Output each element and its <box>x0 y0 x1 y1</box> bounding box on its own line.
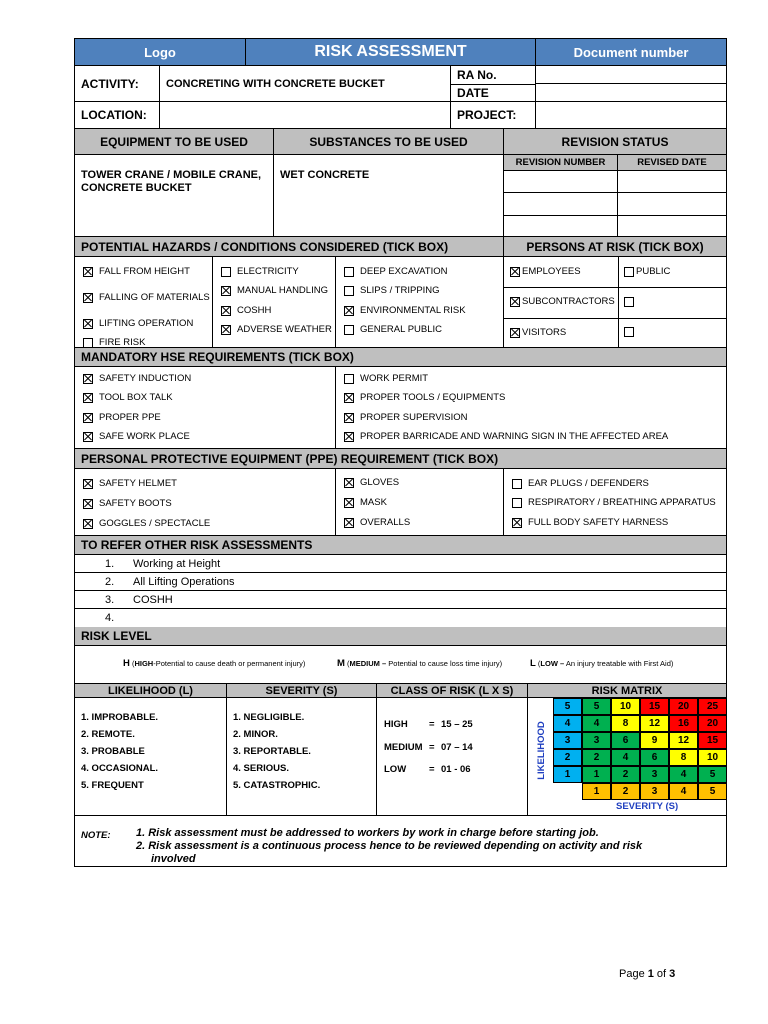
ra-date-labels <box>451 66 536 101</box>
checked-box-icon[interactable] <box>344 393 354 403</box>
revision-table <box>504 155 726 236</box>
ppe-col-2 <box>336 469 504 535</box>
risk-level-h-bold: HIGH <box>134 659 154 668</box>
severity-item: 1. NEGLIGIBLE. <box>233 712 305 723</box>
risk-level-header: RISK LEVEL <box>75 627 726 645</box>
severity-header: SEVERITY (S) <box>227 684 377 697</box>
risk-level-m-bold: MEDIUM – <box>349 659 387 668</box>
risk-level-header-row <box>75 627 726 646</box>
checkbox-label: SAFETY INDUCTION <box>99 373 192 384</box>
persons-divider <box>504 287 726 288</box>
class-list <box>377 698 528 815</box>
document-number: Document number <box>536 39 726 65</box>
unchecked-box-icon[interactable] <box>624 327 634 337</box>
form-title: RISK ASSESSMENT <box>246 39 536 65</box>
ra-number-field[interactable] <box>536 66 726 84</box>
risk-level-h-desc: -Potential to cause death or permanent injury) <box>153 659 306 668</box>
checkbox-item[interactable] <box>512 517 668 528</box>
severity-item: 4. SERIOUS. <box>233 763 289 774</box>
hse-col-left <box>75 367 336 448</box>
checkbox-label: SAFETY HELMET <box>99 478 177 489</box>
risk-class-range: 01 - 06 <box>441 764 471 775</box>
matrix-likelihood-axis <box>533 710 549 790</box>
risk-class-equals: = <box>429 719 435 730</box>
risk-level-l-bold: LOW – <box>540 659 565 668</box>
checkbox-item[interactable] <box>83 431 190 442</box>
persons-checkbox-item[interactable] <box>624 327 636 337</box>
hse-col-right <box>336 367 726 448</box>
location-field[interactable] <box>160 102 451 128</box>
matrix-likelihood-cell: 5 <box>553 698 582 715</box>
equipment-body-row <box>75 155 726 237</box>
class-header: CLASS OF RISK (L X S) <box>377 684 528 697</box>
checkbox-item[interactable] <box>344 497 387 508</box>
checked-box-icon[interactable] <box>83 499 93 509</box>
matrix-likelihood-cell: 3 <box>553 732 582 749</box>
revised-date-header: REVISED DATE <box>637 157 707 168</box>
page-footer <box>619 968 675 980</box>
unchecked-box-icon[interactable] <box>221 267 231 277</box>
checked-box-icon[interactable] <box>221 306 231 316</box>
checked-box-icon[interactable] <box>344 413 354 423</box>
ra-date-values <box>536 66 726 101</box>
matrix-cell: 8 <box>611 715 640 732</box>
checked-box-icon[interactable] <box>344 478 354 488</box>
date-label: DATE <box>457 86 489 100</box>
matrix-cell: 20 <box>669 698 698 715</box>
refer-number: 1. <box>105 557 115 570</box>
checked-box-icon[interactable] <box>510 297 520 307</box>
refer-text: COSHH <box>133 593 173 606</box>
checkbox-item[interactable] <box>344 517 410 528</box>
matrix-cell: 4 <box>582 715 611 732</box>
revision-row <box>504 193 726 216</box>
checkbox-label: MANUAL HANDLING <box>237 285 328 296</box>
checkbox-label: ENVIRONMENTAL RISK <box>360 305 466 316</box>
hazards-header-row <box>75 237 726 257</box>
hazards-header: POTENTIAL HAZARDS / CONDITIONS CONSIDERED (TICK BOX) <box>75 237 504 256</box>
refer-number: 3. <box>105 593 115 606</box>
persons-checkbox-item[interactable] <box>510 266 581 277</box>
checkbox-item[interactable] <box>221 324 332 335</box>
activity-label: ACTIVITY: <box>75 66 160 101</box>
checkbox-label: DEEP EXCAVATION <box>360 266 448 277</box>
persons-checkbox-item[interactable] <box>624 297 636 307</box>
unchecked-box-icon[interactable] <box>344 374 354 384</box>
checked-box-icon[interactable] <box>510 267 520 277</box>
checked-box-icon[interactable] <box>83 519 93 529</box>
project-label: PROJECT: <box>451 102 536 128</box>
matrix-cell: 20 <box>698 715 727 732</box>
page-prefix: Page <box>619 968 648 980</box>
checkbox-label: OVERALLS <box>360 517 411 528</box>
checkbox-label: PROPER TOOLS / EQUIPMENTS <box>360 392 506 403</box>
revision-date-cell[interactable] <box>618 171 726 192</box>
equipment-value[interactable]: TOWER CRANE / MOBILE CRANE, CONCRETE BUCKET <box>75 155 274 236</box>
hse-header-row <box>75 348 726 367</box>
refer-list <box>75 555 726 627</box>
matrix-cell: 2 <box>611 766 640 783</box>
page-of: of <box>653 968 670 980</box>
form-header <box>75 39 726 66</box>
likelihood-item: 1. IMPROBABLE. <box>81 712 159 723</box>
unchecked-box-icon[interactable] <box>344 325 354 335</box>
note-line-1: 1. Risk assessment must be addressed to workers by work in charge before starting job. <box>136 827 599 839</box>
checked-box-icon[interactable] <box>510 328 520 338</box>
persons-col <box>504 257 726 347</box>
matrix-cell: 15 <box>640 698 669 715</box>
checkbox-item[interactable] <box>221 266 299 277</box>
ppe-header: PERSONAL PROTECTIVE EQUIPMENT (PPE) REQUIREMENT (TICK BOX) <box>75 449 726 468</box>
checkbox-label: SUBCONTRACTORS <box>522 296 615 307</box>
revision-cell[interactable] <box>504 216 618 236</box>
equipment-header: EQUIPMENT TO BE USED <box>75 129 274 154</box>
checkbox-item[interactable] <box>344 305 466 316</box>
location-row <box>75 102 726 129</box>
risk-class-name: HIGH <box>384 719 408 730</box>
matrix-severity-cell: 2 <box>611 783 640 800</box>
likelihood-item: 4. OCCASIONAL. <box>81 763 159 774</box>
matrix-cell: 25 <box>698 698 727 715</box>
risk-level-l-desc: An injury treatable with First Aid) <box>564 659 674 668</box>
risk-level-h: H <box>123 658 130 669</box>
bottom-header-row <box>75 684 726 698</box>
risk-assessment-form <box>74 38 727 867</box>
note-line-3: involved <box>151 853 196 865</box>
unchecked-box-icon[interactable] <box>624 267 634 277</box>
checked-box-icon[interactable] <box>83 413 93 423</box>
risk-level-m: M <box>337 658 345 669</box>
matrix-severity-cell: 1 <box>582 783 611 800</box>
severity-list <box>227 698 377 815</box>
ppe-col-3 <box>504 469 726 535</box>
revision-header: REVISION STATUS <box>504 129 726 154</box>
likelihood-item: 2. REMOTE. <box>81 729 135 740</box>
risk-class-equals: = <box>429 742 435 753</box>
hazards-body-row <box>75 257 726 348</box>
checkbox-label: WORK PERMIT <box>360 373 429 384</box>
ra-number-label: RA No. <box>451 66 535 85</box>
checked-box-icon[interactable] <box>83 393 93 403</box>
checked-box-icon[interactable] <box>83 293 93 303</box>
refer-number: 4. <box>105 612 115 624</box>
matrix-cell: 6 <box>640 749 669 766</box>
checkbox-label: TOOL BOX TALK <box>99 392 173 403</box>
ppe-body-row <box>75 469 726 536</box>
page-total: 3 <box>669 968 676 980</box>
checkbox-item[interactable] <box>344 285 440 296</box>
checked-box-icon[interactable] <box>221 325 231 335</box>
ppe-col-1 <box>75 469 336 535</box>
hazards-col-2 <box>213 257 336 347</box>
refer-text: Working at Height <box>133 557 221 570</box>
checkbox-item[interactable] <box>221 285 328 296</box>
checkbox-label: PROPER BARRICADE AND WARNING SIGN IN THE AFFECTED AREA <box>360 431 669 442</box>
hse-header: MANDATORY HSE REQUIREMENTS (TICK BOX) <box>75 348 726 366</box>
revision-table-header <box>504 155 726 171</box>
matrix-cell: 15 <box>698 732 727 749</box>
persons-checkbox-item[interactable] <box>624 266 670 277</box>
checkbox-item[interactable] <box>83 498 172 509</box>
matrix-cell: 6 <box>611 732 640 749</box>
checkbox-label: PROPER SUPERVISION <box>360 412 468 423</box>
note-row <box>75 816 726 866</box>
checkbox-item[interactable] <box>344 373 428 384</box>
matrix-cell: 3 <box>640 766 669 783</box>
refer-header-row <box>75 536 726 555</box>
refer-list-item[interactable] <box>75 573 726 591</box>
risk-class-range: 15 – 25 <box>441 719 473 730</box>
bottom-body-row <box>75 698 726 816</box>
location-label: LOCATION: <box>75 102 160 128</box>
matrix-likelihood-cell: 2 <box>553 749 582 766</box>
checked-box-icon[interactable] <box>83 267 93 277</box>
matrix-cell: 4 <box>611 749 640 766</box>
checkbox-item[interactable] <box>83 373 191 384</box>
matrix-cell: 5 <box>582 698 611 715</box>
likelihood-header: LIKELIHOOD (L) <box>75 684 227 697</box>
checkbox-item[interactable] <box>344 412 468 423</box>
risk-level-legend <box>75 646 726 683</box>
risk-level-m-desc: Potential to cause loss time injury) <box>386 659 503 668</box>
checkbox-label: RESPIRATORY / BREATHING APPARATUS <box>528 497 716 508</box>
checkbox-label: ELECTRICITY <box>237 266 299 277</box>
checked-box-icon[interactable] <box>512 518 522 528</box>
revision-row <box>504 171 726 193</box>
matrix-cell: 5 <box>698 766 727 783</box>
risk-level-body-row <box>75 646 726 684</box>
matrix-cell: 9 <box>640 732 669 749</box>
likelihood-item: 3. PROBABLE <box>81 746 145 757</box>
checked-box-icon[interactable] <box>344 498 354 508</box>
matrix-cell: 8 <box>669 749 698 766</box>
checkbox-label: GENERAL PUBLIC <box>360 324 443 335</box>
matrix-cell: 12 <box>669 732 698 749</box>
unchecked-box-icon[interactable] <box>83 338 93 348</box>
risk-level-l: L <box>530 658 536 669</box>
checked-box-icon[interactable] <box>83 319 93 329</box>
matrix-cell: 2 <box>582 749 611 766</box>
revision-number-header: REVISION NUMBER <box>504 155 618 170</box>
date-field[interactable] <box>536 84 726 101</box>
revision-row <box>504 216 726 236</box>
checked-box-icon[interactable] <box>344 518 354 528</box>
hazards-col-1 <box>75 257 213 347</box>
equipment-header-row <box>75 129 726 155</box>
risk-class-range: 07 – 14 <box>441 742 473 753</box>
severity-item: 5. CATASTROPHIC. <box>233 780 321 791</box>
checked-box-icon[interactable] <box>83 432 93 442</box>
matrix-header: RISK MATRIX <box>528 684 726 697</box>
note-label: NOTE: <box>81 830 111 841</box>
checkbox-item[interactable] <box>83 412 161 423</box>
logo-box: Logo <box>75 39 246 65</box>
severity-item: 2. MINOR. <box>233 729 278 740</box>
persons-checkbox-item[interactable] <box>510 296 615 307</box>
checked-box-icon[interactable] <box>344 432 354 442</box>
checkbox-label: PROPER PPE <box>99 412 161 423</box>
matrix-cell: 4 <box>669 766 698 783</box>
checkbox-label: LIFTING OPERATION <box>99 318 194 329</box>
substances-header: SUBSTANCES TO BE USED <box>274 129 504 154</box>
page-number: 1 <box>647 968 654 980</box>
unchecked-box-icon[interactable] <box>344 267 354 277</box>
checkbox-item[interactable] <box>83 478 177 489</box>
risk-level-low: L (LOW – An injury treatable with First Aid) <box>530 658 674 669</box>
risk-level-high: H (HIGH-Potential to cause death or permanent injury) <box>123 658 306 669</box>
hazards-col-3 <box>336 257 504 347</box>
substances-value[interactable]: WET CONCRETE <box>274 155 504 236</box>
checked-box-icon[interactable] <box>221 286 231 296</box>
checkbox-label: GOGGLES / SPECTACLE <box>99 518 211 529</box>
checkbox-item[interactable] <box>83 318 193 329</box>
checked-box-icon[interactable] <box>344 306 354 316</box>
risk-level-medium: M (MEDIUM – Potential to cause loss time injury) <box>337 658 503 669</box>
matrix-cell: 1 <box>582 766 611 783</box>
matrix-severity-cell: 3 <box>640 783 669 800</box>
risk-class-name: MEDIUM <box>384 742 423 753</box>
checkbox-item[interactable] <box>83 392 173 403</box>
refer-text: All Lifting Operations <box>133 575 235 588</box>
checkbox-item[interactable] <box>344 266 447 277</box>
checkbox-item[interactable] <box>83 292 210 303</box>
checkbox-label: PUBLIC <box>636 266 671 277</box>
checkbox-label: FIRE RISK <box>99 337 146 348</box>
checkbox-item[interactable] <box>512 478 649 489</box>
checkbox-label: FALL FROM HEIGHT <box>99 266 190 277</box>
severity-item: 3. REPORTABLE. <box>233 746 311 757</box>
activity-row <box>75 66 726 102</box>
checkbox-label: EMPLOYEES <box>522 266 581 277</box>
refer-list-item[interactable] <box>75 609 726 627</box>
checkbox-label: FULL BODY SAFETY HARNESS <box>528 517 669 528</box>
matrix-cell: 16 <box>669 715 698 732</box>
revision-cell[interactable] <box>504 171 618 192</box>
checkbox-item[interactable] <box>344 324 442 335</box>
checkbox-label: MASK <box>360 497 387 508</box>
activity-value[interactable]: CONCRETING WITH CONCRETE BUCKET <box>160 66 451 101</box>
refer-number: 2. <box>105 575 115 588</box>
checkbox-label: ADVERSE WEATHER <box>237 324 332 335</box>
unchecked-box-icon[interactable] <box>512 479 522 489</box>
checkbox-item[interactable] <box>344 477 399 488</box>
note-box <box>75 816 726 866</box>
ppe-header-row <box>75 449 726 469</box>
checkbox-label: SAFE WORK PLACE <box>99 431 190 442</box>
checkbox-item[interactable] <box>512 497 716 508</box>
checkbox-label: EAR PLUGS / DEFENDERS <box>528 478 649 489</box>
matrix-severity-label: SEVERITY (S) <box>616 801 679 812</box>
checked-box-icon[interactable] <box>83 374 93 384</box>
matrix-severity-cell: 5 <box>698 783 727 800</box>
revision-cell[interactable] <box>504 193 618 215</box>
unchecked-box-icon[interactable] <box>624 297 634 307</box>
checkbox-item[interactable] <box>344 431 668 442</box>
checkbox-label: COSHH <box>237 305 272 316</box>
checkbox-item[interactable] <box>344 392 505 403</box>
checkbox-label: SLIPS / TRIPPING <box>360 285 440 296</box>
checkbox-item[interactable] <box>83 337 145 348</box>
refer-list-item[interactable] <box>75 555 726 573</box>
revision-date-cell[interactable] <box>618 193 726 215</box>
checkbox-label: SAFETY BOOTS <box>99 498 172 509</box>
matrix-likelihood-cell: 4 <box>553 715 582 732</box>
checkbox-label: FALLING OF MATERIALS <box>99 292 210 303</box>
matrix-cell: 10 <box>611 698 640 715</box>
risk-matrix <box>528 698 726 815</box>
project-field[interactable] <box>536 102 726 128</box>
checkbox-item[interactable] <box>221 305 271 316</box>
unchecked-box-icon[interactable] <box>344 286 354 296</box>
unchecked-box-icon[interactable] <box>512 498 522 508</box>
refer-list-item[interactable] <box>75 591 726 609</box>
matrix-cell: 10 <box>698 749 727 766</box>
matrix-cell: 3 <box>582 732 611 749</box>
persons-divider <box>504 318 726 319</box>
checkbox-label: GLOVES <box>360 477 400 488</box>
likelihood-list <box>75 698 227 815</box>
matrix-severity-cell: 4 <box>669 783 698 800</box>
persons-header: PERSONS AT RISK (TICK BOX) <box>504 237 726 256</box>
checkbox-item[interactable] <box>83 266 190 277</box>
revision-date-cell[interactable] <box>618 216 726 236</box>
checkbox-item[interactable] <box>83 518 210 529</box>
note-line-2: 2. Risk assessment is a continuous process hence to be reviewed depending on activity and risk <box>136 840 643 852</box>
matrix-cell: 12 <box>640 715 669 732</box>
likelihood-item: 5. FREQUENT <box>81 780 144 791</box>
risk-class-equals: = <box>429 764 435 775</box>
risk-class-name: LOW <box>384 764 407 775</box>
hse-body-row <box>75 367 726 449</box>
persons-checkbox-item[interactable] <box>510 327 566 338</box>
checked-box-icon[interactable] <box>83 479 93 489</box>
matrix-likelihood-label: LIKELIHOOD <box>535 720 547 780</box>
checkbox-label: VISITORS <box>522 327 567 338</box>
matrix-likelihood-cell: 1 <box>553 766 582 783</box>
refer-header: TO REFER OTHER RISK ASSESSMENTS <box>75 536 726 554</box>
persons-divider <box>618 257 619 347</box>
